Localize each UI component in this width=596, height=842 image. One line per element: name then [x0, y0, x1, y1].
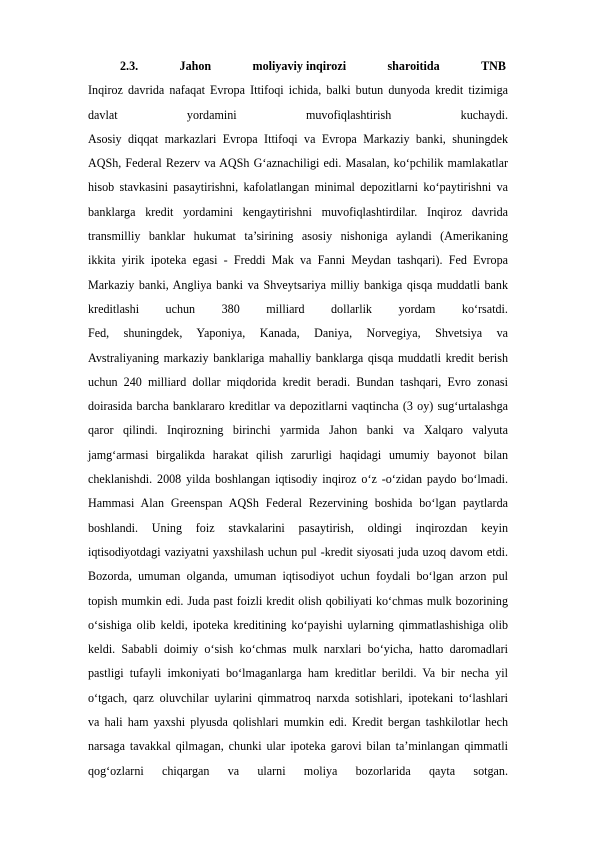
text-line: jamg‘armasi birgalikda harakat qilish zarurligi haqidagi umumiy bayonot bilan — [88, 447, 508, 462]
text-line: keldi. Sababli doimiy o‘sish ko‘chmas mulk narxlari bo‘yicha, hatto daromadlari — [88, 642, 508, 657]
text-line: uchun 240 milliard dollar miqdorida kredit beradi. Bundan tashqari, Evro zonasi — [88, 374, 508, 389]
text-line — [88, 297, 508, 321]
text-line: Hammasi Alan Greenspan AQSh Federal Rezervining boshida bo‘lgan paytlarda — [88, 496, 508, 511]
section-number: 2.3. — [120, 59, 139, 73]
text-word: milliard — [266, 301, 305, 316]
text-line: hisob stavkasini pasaytirishni, kafolatlangan minimal depozitlarni ko‘paytirishni va — [88, 180, 508, 195]
text-line: Markaziy banki, Angliya banki va Shveytsariya milliy bankiga qisqa muddatli bank — [88, 277, 508, 292]
body-text — [88, 54, 508, 783]
text-word: kuchaydi. — [460, 107, 508, 122]
text-line: qaror qilindi. Inqirozning birinchi yarmida Jahon banki va Xalqaro valyuta — [88, 423, 508, 438]
text-word: davlat — [88, 107, 118, 122]
heading-word: Jahon — [179, 59, 212, 73]
paragraph-lines — [88, 78, 508, 783]
text-word: muvofiqlashtirish — [305, 107, 392, 122]
text-line: pastligi tufayli imkoniyati bo‘lmaganlarga ham kreditlar berildi. Va bir necha yil — [88, 666, 508, 681]
text-line: Inqiroz davrida nafaqat Evropa Ittifoqi ichida, balki butun dunyoda kredit tizimiga — [88, 83, 508, 98]
heading-word: sharoitida — [387, 59, 440, 73]
text-line: doirasida barcha banklararo kreditlar va depozitlarni vaqtincha (3 oy) sug‘urtalashga — [88, 399, 508, 414]
text-line: iqtisodiyotdagi vaziyatni yaxshilash uchun pul -kredit siyosati juda uzoq davom etdi. — [88, 544, 508, 559]
text-word: bozorlarida — [355, 763, 411, 778]
text-line: Avstraliyaning markaziy banklariga mahalliy banklarga qisqa muddatli kredit berish — [88, 350, 508, 365]
section-heading — [88, 54, 508, 78]
text-line: Fed, shuningdek, Yaponiya, Kanada, Daniya, Norvegiya, Shvetsiya va — [88, 326, 508, 341]
text-word: uchun — [165, 301, 196, 316]
text-word: yordamini — [186, 107, 237, 122]
text-line: o‘sishiga olib keldi, ipoteka kreditining ko‘payishi uylarning qimmatlashishiga olib — [88, 617, 508, 632]
text-line: o‘tgach, qarz oluvchilar uylarini qimmatroq narxda sotishlari, ipotekani to‘lashlari — [88, 690, 508, 705]
text-line: narsaga tavakkal qilmagan, chunki ular ipoteka garovi bilan ta’minlangan qimmatli — [88, 739, 508, 754]
heading-word: TNB — [481, 59, 506, 73]
text-word: va — [227, 763, 240, 778]
text-word: kreditlashi — [88, 301, 140, 316]
text-line: banklarga kredit yordamini kengaytirishni muvofiqlashtirdilar. Inqiroz davrida — [88, 204, 508, 219]
text-word: chiqargan — [161, 763, 210, 778]
text-line: ikkita yirik ipoteka egasi - Freddi Mak va Fanni Meydan tashqari). Fed Evropa — [88, 253, 508, 268]
text-word: 380 — [221, 301, 240, 316]
text-line — [88, 103, 508, 127]
text-line: va hali ham yaxshi plyusda qolishlari mumkin edi. Kredit bergan tashkilotlar hech — [88, 715, 508, 730]
text-word: ularni — [257, 763, 286, 778]
text-word: sotgan. — [473, 763, 508, 778]
text-word: yordam — [398, 301, 436, 316]
text-word: qog‘ozlarni — [88, 763, 144, 778]
text-word: qayta — [428, 763, 456, 778]
text-word: moliya — [303, 763, 338, 778]
text-line: Asosiy diqqat markazlari Evropa Ittifoqi va Evropa Markaziy banki, shuningdek — [88, 131, 508, 146]
text-line: cheklanishdi. 2008 yilda boshlangan iqtisodiy inqiroz o‘z -o‘zidan paydo bo‘lmadi. — [88, 472, 508, 487]
text-line: Bozorda, umuman olganda, umuman iqtisodiyot uchun foydali bo‘lgan arzon pul — [88, 569, 508, 584]
heading-word: moliyaviy inqirozi — [252, 59, 347, 73]
text-word: dollarlik — [331, 301, 372, 316]
text-line: AQSh, Federal Rezerv va AQSh G‘aznachiligi edi. Masalan, ko‘pchilik mamlakatlar — [88, 156, 508, 171]
text-line — [88, 759, 508, 783]
text-line: transmilliy banklar hukumat ta’sirining asosiy nishoniga aylandi (Amerikaning — [88, 229, 508, 244]
text-line: topish mumkin edi. Juda past foizli kredit olish qobiliyati ko‘chmas mulk bozorining — [88, 593, 508, 608]
text-word: ko‘rsatdi. — [461, 301, 508, 316]
text-line: boshlandi. Uning foiz stavkalarini pasaytirish, oldingi inqirozdan keyin — [88, 520, 508, 535]
